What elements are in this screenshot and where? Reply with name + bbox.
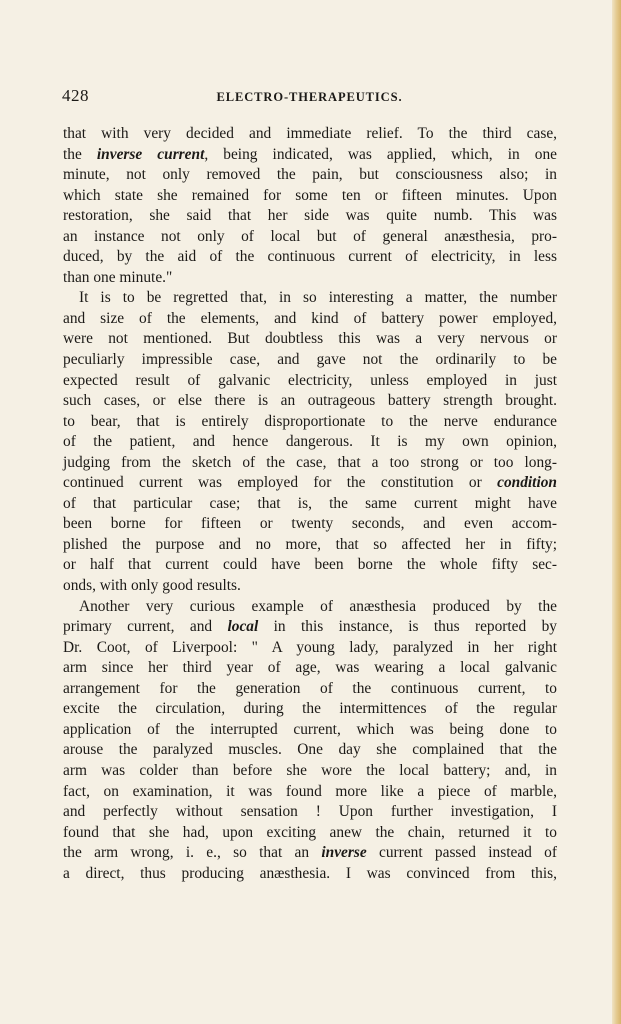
text-line: peculiarly impressible case, and gave not the ordinarily to be	[63, 351, 557, 369]
text-line: and size of the elements, and kind of battery power employed,	[63, 309, 557, 327]
text-line: of the patient, and hence dangerous. It is my own opinion,	[63, 433, 557, 451]
text-line: an instance not only of local but of general anæsthesia, pro-	[63, 227, 557, 245]
text-line: the arm wrong, i. e., so that an inverse current passed instead of	[63, 844, 557, 862]
text-line: It is to be regretted that, in so interesting a matter, the number	[79, 289, 557, 307]
text-line: were not mentioned. But doubtless this was a very nervous or	[63, 330, 557, 348]
text-line: continued current was employed for the constitution or condition	[63, 474, 557, 492]
text-line: Another very curious example of anæsthesia produced by the	[79, 597, 557, 615]
text-line: minute, not only removed the pain, but consciousness also; in	[63, 166, 557, 184]
text-line: duced, by the aid of the continuous current of electricity, in less	[63, 248, 557, 266]
text-line: been borne for fifteen or twenty seconds, and even accom-	[63, 515, 557, 533]
text-line: expected result of galvanic electricity, unless employed in just	[63, 371, 557, 389]
italic-phrase: local	[227, 618, 259, 636]
text-line: to bear, that is entirely disproportionate to the nerve endurance	[63, 412, 557, 430]
text-line: arrangement for the generation of the continuous current, to	[63, 679, 557, 697]
page-edge	[612, 0, 621, 1024]
text-line: Dr. Coot, of Liverpool: " A young lady, paralyzed in her right	[63, 638, 557, 656]
text-line: fact, on examination, it was found more like a piece of marble,	[63, 782, 557, 800]
text-line: arm since her third year of age, was wearing a local galvanic	[63, 659, 557, 677]
text-line: the inverse current, being indicated, was applied, which, in one	[63, 145, 557, 163]
text-line: arm was colder than before she wore the local battery; and, in	[63, 761, 557, 779]
text-line: and perfectly without sensation ! Upon further investigation, I	[63, 803, 557, 821]
italic-phrase: inverse current	[96, 145, 205, 163]
text-line: plished the purpose and no more, that so affected her in fifty;	[63, 535, 557, 553]
running-head	[62, 86, 557, 108]
body-text	[63, 124, 557, 884]
text-line: restoration, she said that her side was quite numb. This was	[63, 207, 557, 225]
text-line: arouse the paralyzed muscles. One day she complained that the	[63, 741, 557, 759]
text-line: or half that current could have been borne the whole fifty sec-	[63, 556, 557, 574]
text-line: that with very decided and immediate relief. To the third case,	[63, 125, 557, 142]
text-line: than one minute."	[63, 268, 173, 286]
text-line: such cases, or else there is an outrageous battery strength brought.	[63, 392, 557, 410]
italic-phrase: condition	[497, 474, 557, 492]
page-number: 428	[62, 86, 89, 105]
text-line: which state she remained for some ten or fifteen minutes. Upon	[63, 186, 557, 204]
text-line: of that particular case; that is, the same current might have	[63, 494, 557, 512]
text-line: judging from the sketch of the case, that a too strong or too long-	[63, 453, 557, 471]
text-line: excite the circulation, during the intermittences of the regular	[63, 700, 557, 718]
text-line: application of the interrupted current, which was being done to	[63, 720, 557, 738]
text-line: primary current, and local in this instance, is thus reported by	[63, 618, 557, 636]
text-line: onds, with only good results.	[63, 577, 241, 595]
text-line: a direct, thus producing anæsthesia. I was convinced from this,	[63, 864, 557, 882]
running-title: ELECTRO-THERAPEUTICS.	[216, 90, 403, 104]
italic-phrase: inverse	[321, 844, 367, 862]
text-line: found that she had, upon exciting anew the chain, returned it to	[63, 823, 557, 841]
